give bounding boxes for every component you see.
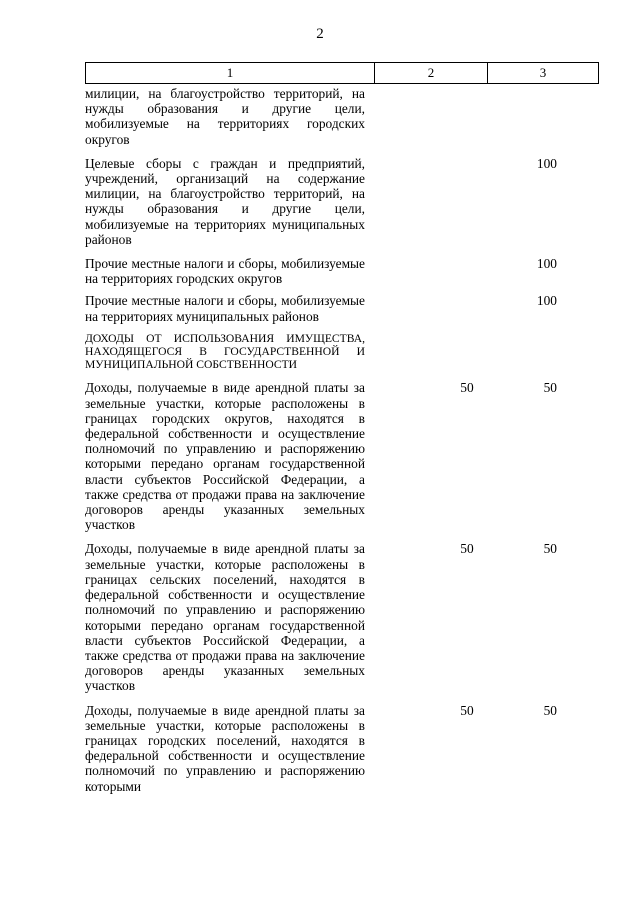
row-value-col2 — [365, 86, 485, 147]
table-row — [85, 380, 599, 532]
row-value-col2: 50 — [460, 702, 474, 718]
row-value-col3 — [485, 86, 599, 147]
table-header — [85, 62, 599, 84]
section-heading: ДОХОДЫ ОТ ИСПОЛЬЗОВАНИЯ ИМУЩЕСТВА, НАХОДЯЩЕГОСЯ В ГОСУДАРСТВЕННОЙ И МУНИЦИПАЛЬНОЙ СОБСТВЕННОСТИ — [85, 331, 365, 372]
row-description: Доходы, получаемые в виде арендной платы за земельные участки, которые расположены в границах городских поселений, находятся в федеральной собственности и осуществление полномочий по управлению и распоряжению которыми — [85, 702, 365, 794]
row-description: Доходы, получаемые в виде арендной платы за земельные участки, которые расположены в границах сельских поселений, находятся в федеральной собственности и осуществление полномочий по управлению и распоряжению которыми передано органам государственной власти субъектов Российской Федерации, а также средства от продажи права на заключение договоров аренды указанных земельных участков — [85, 541, 365, 694]
row-description: Целевые сборы с граждан и предприятий, учреждений, организаций на содержание милиции, на благоустройство территорий, на нужды образования и другие цели, мобилизуемые на территориях муниципальных районов — [85, 155, 365, 247]
row-value-col2 — [365, 332, 485, 372]
table-row — [85, 86, 599, 147]
row-value-col3: 50 — [543, 541, 557, 557]
row-value-col3: 100 — [536, 256, 557, 272]
row-description: Прочие местные налоги и сборы, мобилизуемые на территориях муниципальных районов — [85, 293, 365, 324]
row-value-col3: 50 — [543, 380, 557, 396]
table-row — [85, 293, 599, 323]
table-row — [85, 541, 599, 693]
table-row — [85, 703, 599, 794]
row-value-col2: 50 — [460, 541, 474, 557]
row-description: Прочие местные налоги и сборы, мобилизуемые на территориях городских округов — [85, 256, 365, 287]
row-value-col2 — [365, 293, 485, 323]
column-header-2: 2 — [375, 63, 488, 83]
table-body — [85, 86, 599, 794]
table-row — [85, 256, 599, 286]
row-value-col3: 50 — [543, 702, 557, 718]
page-number: 2 — [316, 26, 324, 42]
row-value-col3: 100 — [536, 155, 557, 171]
column-header-1: 1 — [86, 63, 375, 83]
table-row — [85, 332, 599, 372]
row-value-col2 — [365, 256, 485, 286]
table-row — [85, 156, 599, 247]
row-description: милиции, на благоустройство территорий, на нужды образования и другие цели, мобилизуемые на территориях городских округов — [85, 86, 365, 147]
row-value-col2: 50 — [460, 380, 474, 396]
row-value-col2 — [365, 156, 485, 247]
column-header-3: 3 — [539, 65, 547, 80]
row-value-col3: 100 — [536, 293, 557, 309]
row-description: Доходы, получаемые в виде арендной платы за земельные участки, которые расположены в границах городских округов, находятся в федеральной собственности и осуществление полномочий по управлению и распоряжению которыми передано органам государственной власти субъектов Российской Федерации, а также средства от продажи права на заключение договоров аренды указанных земельных участков — [85, 380, 365, 533]
row-value-col3 — [485, 332, 599, 372]
